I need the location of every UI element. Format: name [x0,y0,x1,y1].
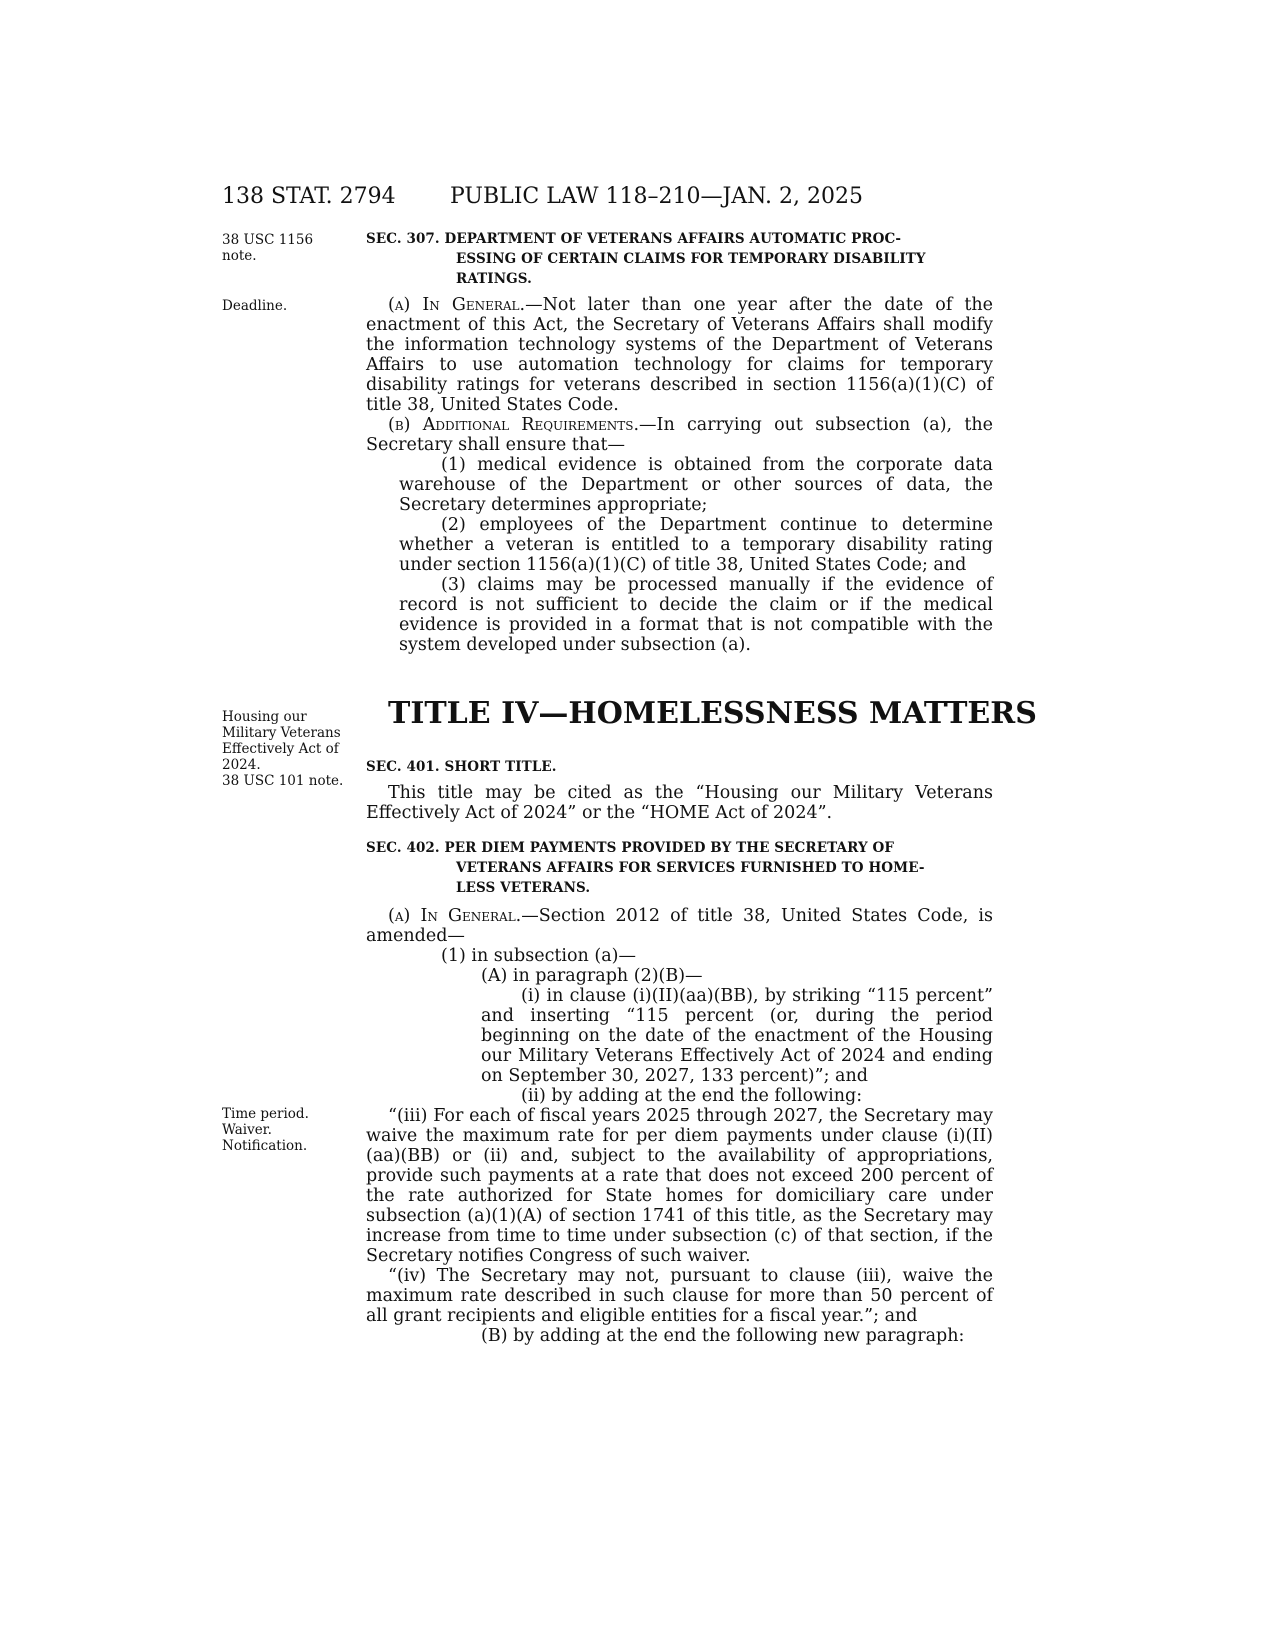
margin-note-usc-101: 38 USC 101 note. [222,773,344,789]
subparagraph-B: (B) by adding at the end the following new paragraph: [481,1326,965,1346]
margin-note-home-act [222,709,347,789]
subsection-text: —Section 2012 of title 38, United States Code, is amended— [366,906,993,946]
section-307 [366,229,993,655]
heading-line: SEC. 402. PER DIEM PAYMENTS PROVIDED BY THE SECRETARY OF [366,840,895,856]
heading-line: SEC. 307. DEPARTMENT OF VETERANS AFFAIRS AUTOMATIC PROC- [366,231,902,247]
title-heading: TITLE IV—HOMELESSNESS MATTERS [388,696,1037,731]
margin-note-notification: Notification. [222,1138,308,1154]
page-header [222,184,1012,216]
subsection-label: (a) In General. [388,906,522,926]
page-reference: 138 STAT. 2794 [222,184,396,209]
section-402 [366,838,993,1346]
law-title: PUBLIC LAW 118–210—JAN. 2, 2025 [450,184,863,209]
paragraph-3: (3) claims may be processed manually if the evidence of record is not sufficient to decide the claim or if the medical evidence is provided in a format that is not compatible with the system developed under subsection (a). [399,575,993,655]
clause-iii: “(iii) For each of fiscal years 2025 through 2027, the Secretary may waive the maximum rate for per diem payments under clause (i)(II)(aa)(BB) or (ii) and, subject to the availability of appropriations, provide such payments at a rate that does not exceed 200 percent of the rate authorized for State homes for domiciliary care under subsection (a)(1)(A) of section 1741 of this title, as the Secretary may increase from time to time under subsection (c) of that section, if the Secretary notifies Congress of such waiver. [366,1106,993,1266]
margin-note-time-waiver [222,1106,362,1154]
clause-ii: (ii) by adding at the end the following: [521,1086,863,1106]
section-307-heading [366,229,993,289]
section-402-heading [366,838,993,898]
subsection-a [366,906,993,946]
heading-line: VETERANS AFFAIRS FOR SERVICES FURNISHED TO HOME- [456,860,925,876]
clause-i: (i) in clause (i)(II)(aa)(BB), by striking “115 percent” and inserting “115 percent (or, during the period beginning on the date of the enactment of the Housing our Military Veterans Effectively Act of 2024 and ending on September 30, 2027, 133 percent)”; and [481,986,993,1086]
paragraph-2: (2) employees of the Department continue to determine whether a veteran is entitled to a temporary disability rating under section 1156(a)(1)(C) of title 38, United States Code; and [399,515,993,575]
subparagraph-A: (A) in paragraph (2)(B)— [481,966,703,986]
subsection-label: (b) Additional Requirements. [388,415,640,435]
margin-note-deadline: Deadline. [222,298,288,314]
margin-note-home-act-text: Housing our Military Veterans Effectively Act of 2024. [222,709,341,773]
heading-line: ESSING OF CERTAIN CLAIMS FOR TEMPORARY DISABILITY [456,251,926,267]
section-401-heading: SEC. 401. SHORT TITLE. [366,759,557,775]
paragraph-1: (1) in subsection (a)— [441,946,636,966]
section-401-text: This title may be cited as the “Housing our Military Veterans Effectively Act of 2024” or the “HOME Act of 2024”. [366,783,993,823]
margin-note-time-period: Time period. [222,1106,309,1122]
subsection-text: —In carrying out subsection (a), the Secretary shall ensure that— [366,415,993,455]
heading-line: LESS VETERANS. [456,880,591,896]
subsection-text: —Not later than one year after the date of the enactment of this Act, the Secretary of Veterans Affairs shall modify the information technology systems of the Department of Veterans Affairs to use automation technology for claims for temporary disability ratings for veterans described in section 1156(a)(1)(C) of title 38, United States Code. [366,295,994,415]
paragraph-1: (1) medical evidence is obtained from the corporate data warehouse of the Department or other sources of data, the Secretary determines appropriate; [399,455,993,515]
subsection-b [366,415,993,455]
subsection-a [366,295,993,415]
section-401 [366,757,993,823]
subsection-label: (a) In General. [388,295,526,315]
margin-note-waiver: Waiver. [222,1122,272,1138]
clause-iv: “(iv) The Secretary may not, pursuant to clause (iii), waive the maximum rate described in such clause for more than 50 percent of all grant recipients and eligible entities for a fiscal year.”; and [366,1266,993,1326]
margin-note-usc: 38 USC 1156 note. [222,232,314,264]
heading-line: RATINGS. [456,271,532,287]
